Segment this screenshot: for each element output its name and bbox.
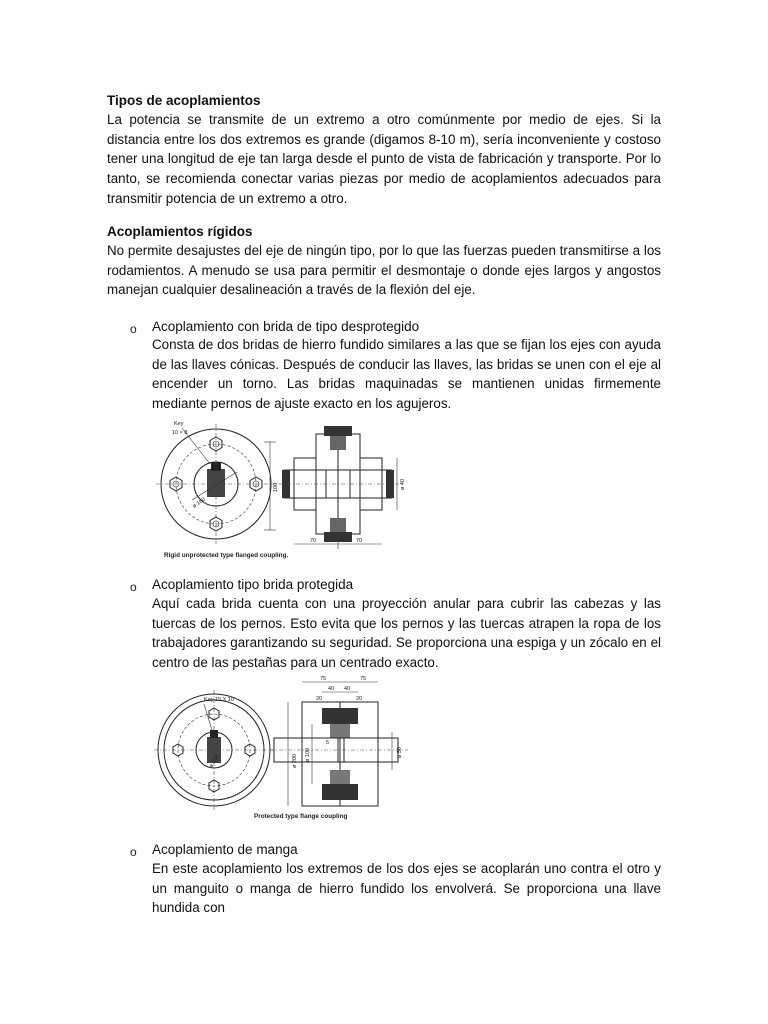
- dim-label: 75: [320, 676, 327, 682]
- dim-label: 100: [273, 482, 279, 492]
- side-view: [270, 676, 408, 806]
- figure-caption: Rigid unprotected type flanged coupling.: [164, 552, 289, 559]
- front-view: [156, 421, 276, 544]
- item-text: Aquí cada brida cuenta con una proyección anular para cubrir las cabezas y las tuercas de los pernos. Esto evita que los pernos y las tuercas atrapen la ropa de los trabajadores garantizando su seguridad. Se proporciona una espiga y un zócalo en el centro de las pestañas para un centrado exacto.: [152, 596, 661, 671]
- bullet-marker: o: [130, 322, 137, 336]
- figure-unprotected-coupling: [152, 412, 412, 562]
- item-text: Consta de dos bridas de hierro fundido similares a las que se fijan los ejes con ayuda de las llaves cónicas. Después de conducir las llaves, las bridas se unen con el eje al encender un torno. Las bridas maquinadas se mantienen unidas firmemente mediante pernos de ajuste exacto en los agujeros.: [152, 337, 661, 412]
- item-text: En este acoplamiento los extremos de los dos ejes se acoplarán uno contra el otro y un manguito o manga de hierro fundido los envolverá. Se proporciona una llave hundida con: [152, 861, 661, 916]
- dim-label: ø 160: [191, 496, 207, 510]
- figure-caption: Protected type flange coupling: [254, 813, 348, 820]
- bullet-marker: o: [130, 580, 137, 594]
- dim-label: ø 100: [305, 747, 311, 762]
- key-size: 10 × 8: [172, 430, 188, 436]
- dim-label: 70: [310, 538, 317, 544]
- dim-label: ø 40: [400, 478, 406, 490]
- bullet-marker: o: [130, 845, 137, 859]
- dim-label: 20: [316, 696, 323, 702]
- key-label: Key 15 X 10: [204, 697, 234, 703]
- dim-label: 5: [326, 740, 330, 746]
- section-paragraph: La potencia se transmite de un extremo a otro comúnmente por medio de ejes. Si la distancia entre los dos extremos es grande (digamos 8-10 m), sería inconveniente y costoso tener una longitud de eje tan larga desde el punto de vista de fabricación y transporte. Por lo tanto, se recomienda conectar varias piezas por medio de acoplamientos adecuados para transmitir potencia de un extremo a otro.: [107, 112, 661, 206]
- figure-protected-coupling: [152, 672, 414, 822]
- dim-label: ø 150: [208, 753, 221, 769]
- side-view: [264, 426, 406, 549]
- dim-label: 40: [328, 686, 335, 692]
- section-title: Tipos de acoplamientos: [107, 93, 261, 108]
- rigid-title: Acoplamientos rígidos: [107, 224, 253, 239]
- dim-label: 70: [356, 538, 363, 544]
- item-title: Acoplamiento tipo brida protegida: [152, 577, 354, 592]
- dim-label: ø 200: [292, 753, 298, 768]
- item-title: Acoplamiento con brida de tipo desprotegido: [152, 319, 420, 334]
- key-label: Key: [174, 421, 184, 427]
- rigid-paragraph: No permite desajustes del eje de ningún tipo, por lo que las fuerzas pueden transmitirse a los rodamientos. A menudo se usa para permitir el desmontaje o donde ejes largos y angostos manejan cualquier desalineación a través de la flexión del eje.: [107, 243, 661, 298]
- item-title: Acoplamiento de manga: [152, 842, 298, 857]
- dim-label: 40: [344, 686, 351, 692]
- dim-label: 75: [360, 676, 367, 682]
- front-view: [154, 690, 274, 810]
- dim-label: ø 50: [397, 746, 403, 758]
- dim-label: 20: [356, 696, 363, 702]
